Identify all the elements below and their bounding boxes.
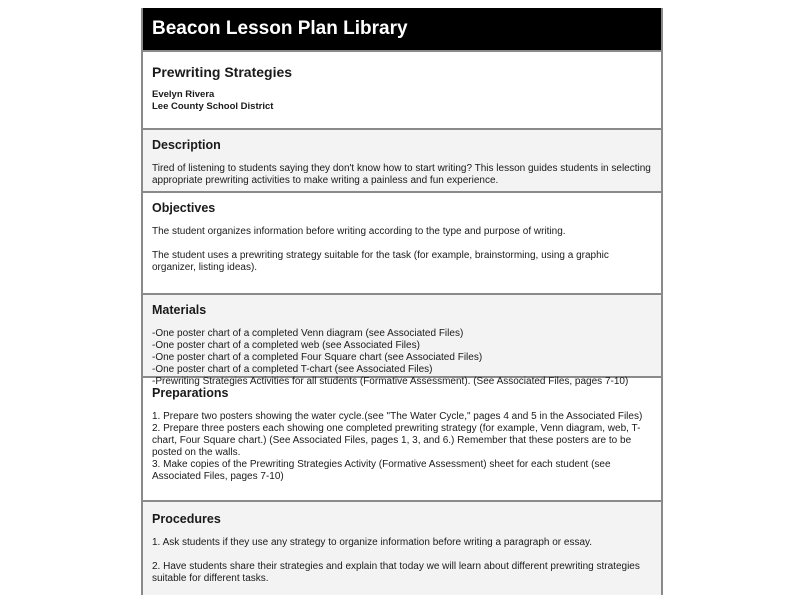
material-item: -One poster chart of a completed Four Square chart (see Associated Files) xyxy=(152,352,483,363)
preparations-heading: Preparations xyxy=(152,386,229,400)
procedure-item: 1. Ask students if they use any strategy to organize information before writing a paragraph or essay. xyxy=(152,537,593,548)
materials-heading: Materials xyxy=(152,303,207,317)
material-item: -One poster chart of a completed T-chart (see Associated Files) xyxy=(152,364,433,375)
materials-section xyxy=(143,293,661,387)
author-name: Evelyn Rivera xyxy=(152,89,215,100)
library-banner xyxy=(143,8,661,50)
description-section xyxy=(143,128,661,191)
preparation-item: 3. Make copies of the Prewriting Strategies Activity (Formative Assessment) sheet for each student (see Associated Files, pages 7-10) xyxy=(152,459,611,482)
lesson-header xyxy=(143,50,661,128)
procedure-item: 2. Have students share their strategies and explain that today we will learn about different prewriting strategies suitable for different tasks. xyxy=(152,561,640,584)
lesson-title: Prewriting Strategies xyxy=(152,64,293,80)
objective-item: The student uses a prewriting strategy suitable for the task (for example, brainstorming, using a graphic organizer, listing ideas). xyxy=(152,250,609,273)
preparations-list xyxy=(152,411,652,483)
procedures-heading: Procedures xyxy=(152,512,221,526)
material-item: -One poster chart of a completed web (see Associated Files) xyxy=(152,340,420,351)
materials-list xyxy=(152,328,652,388)
preparation-item: 1. Prepare two posters showing the water cycle.(see "The Water Cycle," pages 4 and 5 in the Associated Files) xyxy=(152,411,643,422)
material-item: -Prewriting Strategies Activities for all students (Formative Assessment). (See Associated Files, pages 7-10) xyxy=(152,376,629,387)
school-district: Lee County School District xyxy=(152,101,274,112)
procedures-section xyxy=(143,500,661,595)
preparation-item: 2. Prepare three posters each showing one completed prewriting strategy (for example, Venn diagram, web, T-chart, Four Square chart.) (See Associated Files, pages 1, 3, and 6.) Remember that these posters are to be posted on the walls. xyxy=(152,423,641,458)
objectives-section xyxy=(143,191,661,293)
preparations-section xyxy=(143,376,661,500)
objective-item: The student organizes information before writing according to the type and purpose of writing. xyxy=(152,226,566,237)
library-title: Beacon Lesson Plan Library xyxy=(152,18,408,39)
objectives-heading: Objectives xyxy=(152,201,216,215)
description-heading: Description xyxy=(152,138,221,152)
lesson-page xyxy=(141,8,663,595)
material-item: -One poster chart of a completed Venn diagram (see Associated Files) xyxy=(152,328,464,339)
description-text: Tired of listening to students saying they don't know how to start writing? This lesson guides students in selecting appropriate prewriting activities to make writing a painless and fun experience. xyxy=(152,163,651,186)
